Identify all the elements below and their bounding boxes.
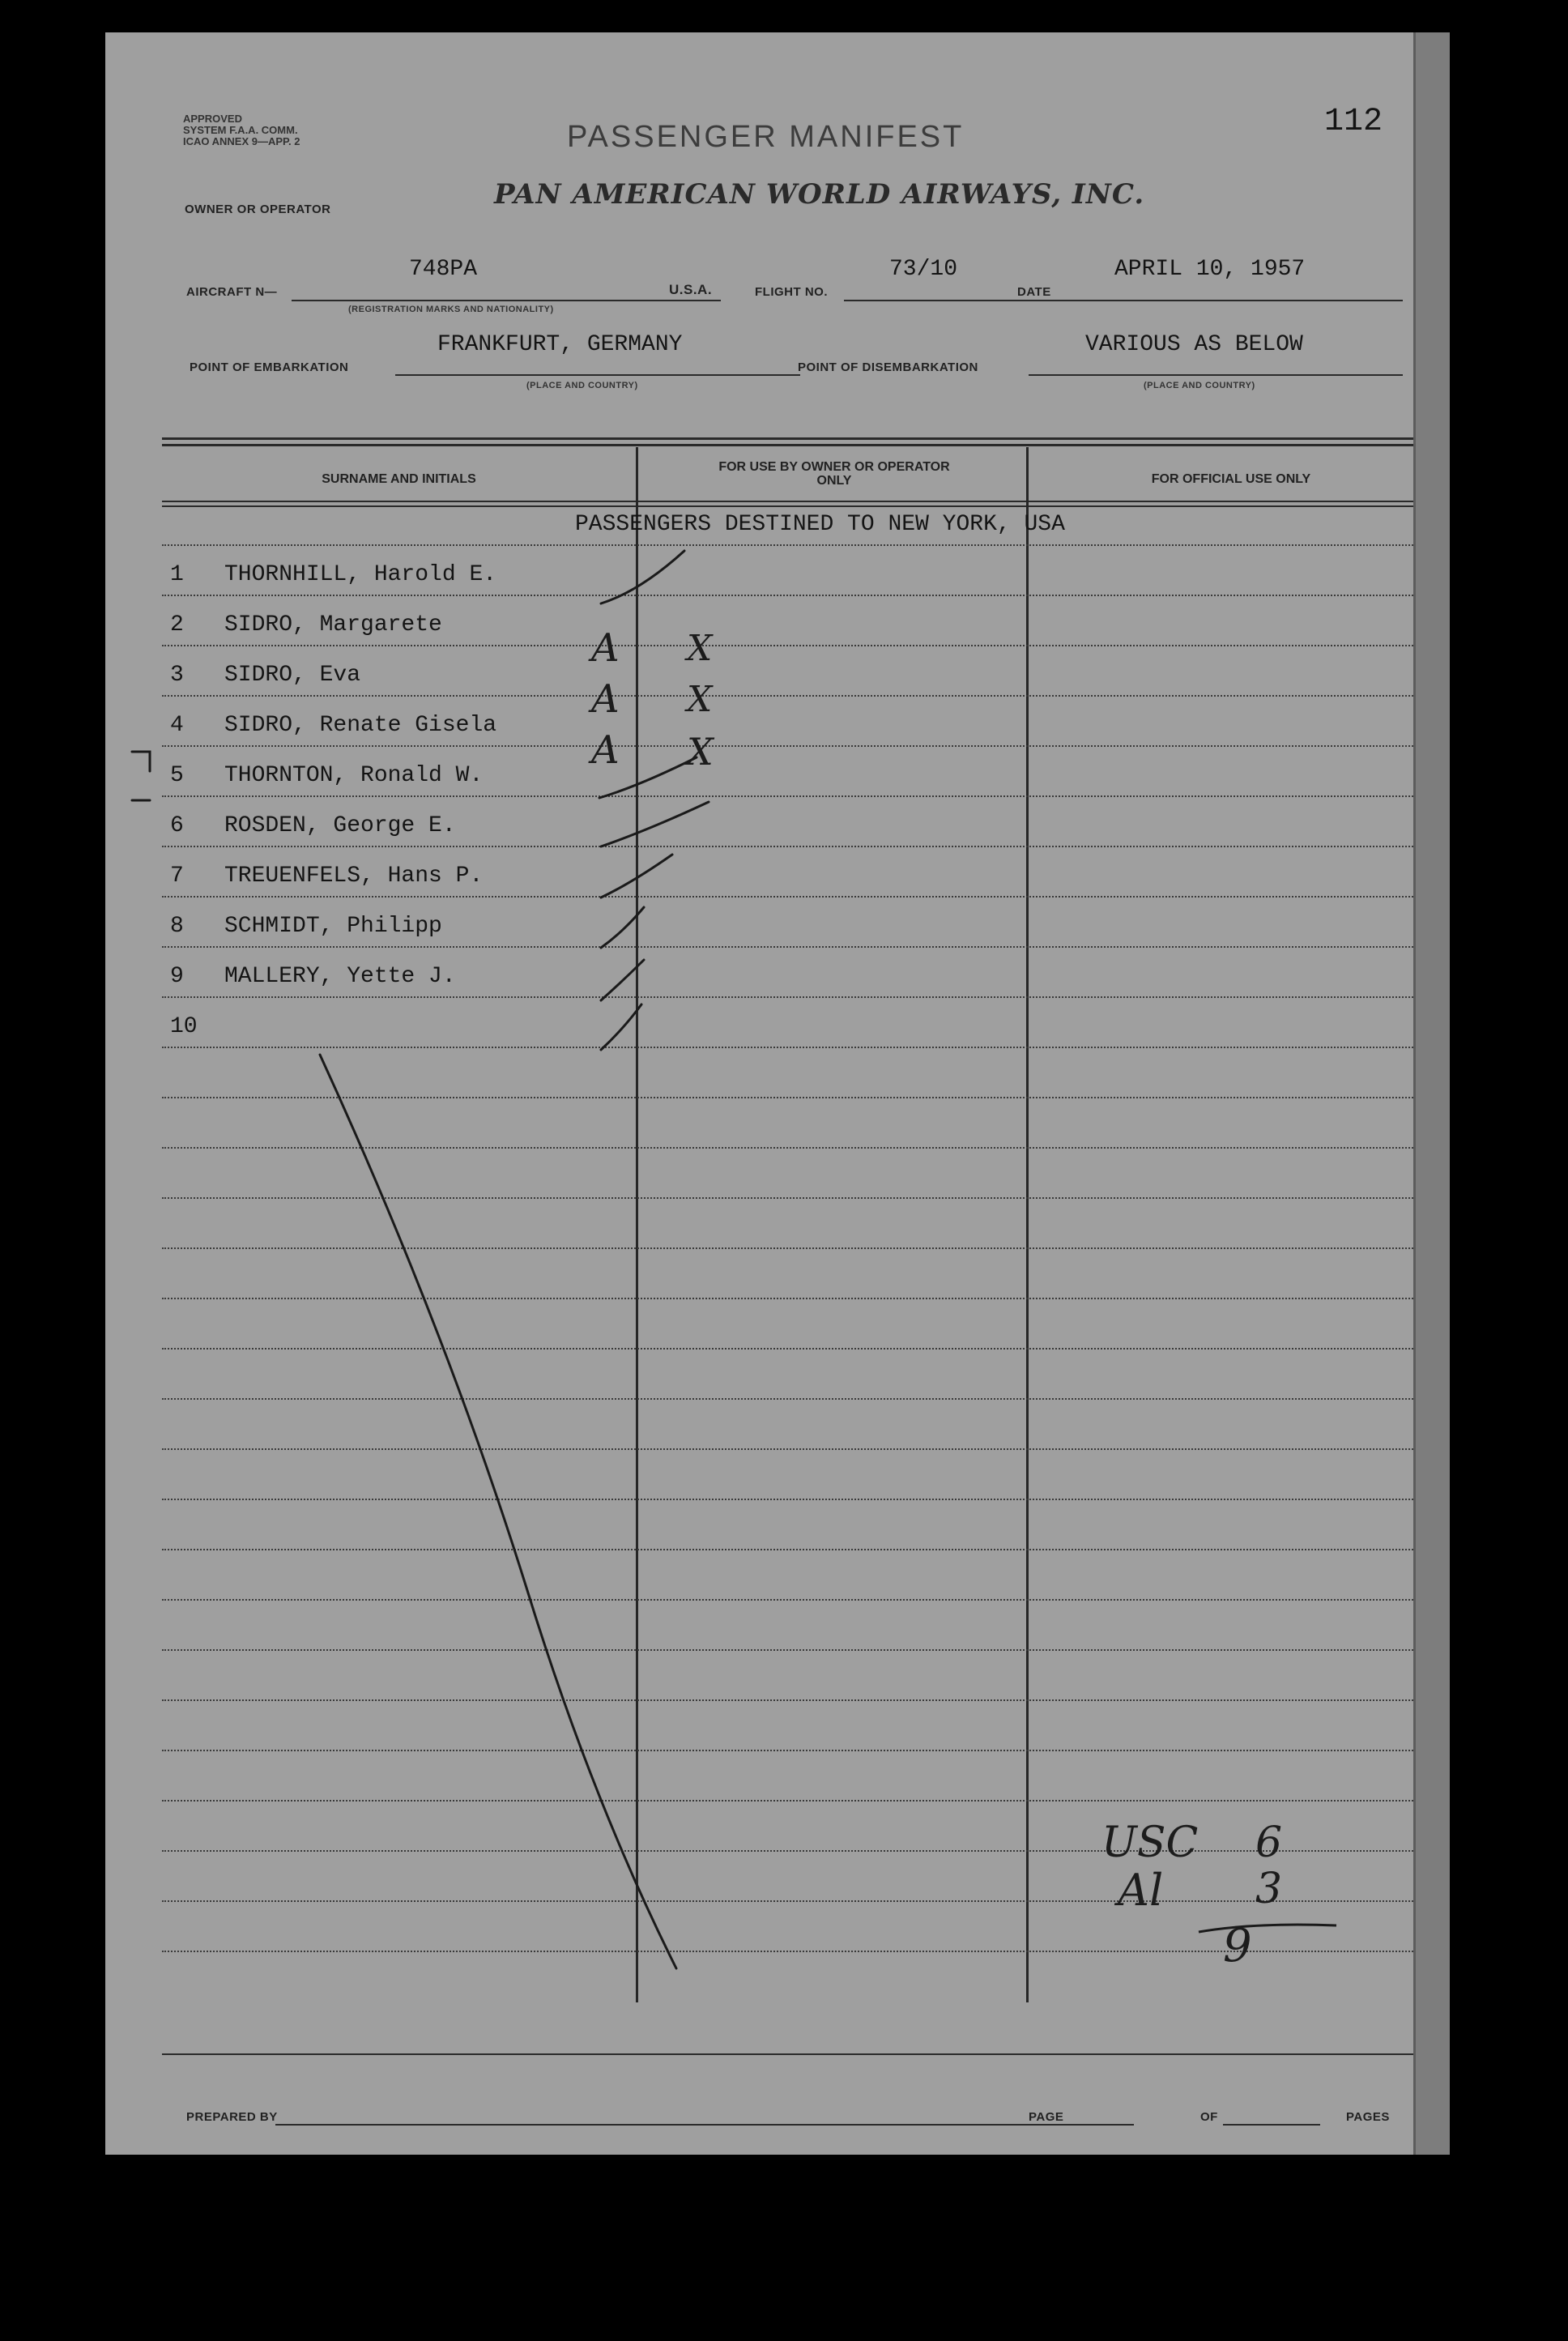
check-mark bbox=[601, 907, 644, 948]
passenger-name: TREUENFELS, Hans P. bbox=[224, 863, 484, 889]
embark-label: POINT OF EMBARKATION bbox=[190, 360, 349, 374]
aircraft-value: 748PA bbox=[409, 257, 478, 282]
operator-mark-a: A bbox=[591, 625, 620, 671]
of-line bbox=[1223, 2124, 1320, 2126]
of-label: OF bbox=[1200, 2110, 1218, 2124]
passenger-name: ROSDEN, George E. bbox=[224, 813, 456, 838]
passenger-name: SIDRO, Margarete bbox=[224, 612, 442, 637]
footer-rule bbox=[162, 2053, 1425, 2055]
check-mark bbox=[599, 757, 697, 798]
prepared-by-label: PREPARED BY bbox=[186, 2110, 278, 2124]
check-mark bbox=[601, 960, 644, 1000]
passenger-name: SIDRO, Renate Gisela bbox=[224, 713, 497, 738]
row-number: 5 bbox=[170, 763, 184, 788]
tally-code-2: Al bbox=[1118, 1865, 1164, 1916]
page-label: PAGE bbox=[1029, 2110, 1064, 2124]
check-mark bbox=[601, 855, 672, 898]
official-mark-x: X bbox=[687, 628, 713, 669]
disembark-caption: (PLACE AND COUNTRY) bbox=[1144, 381, 1255, 390]
embark-value: FRANKFURT, GERMANY bbox=[437, 332, 683, 357]
disembark-value: VARIOUS AS BELOW bbox=[1085, 332, 1303, 357]
flight-value: 73/10 bbox=[889, 257, 958, 282]
owner-value: PAN AMERICAN WORLD AIRWAYS, INC. bbox=[494, 178, 1145, 211]
owner-label: OWNER OR OPERATOR bbox=[185, 203, 331, 216]
passenger-name: THORNHILL, Harold E. bbox=[224, 562, 497, 587]
destination-note: PASSENGERS DESTINED TO NEW YORK, USA bbox=[575, 512, 1065, 537]
row-number: 8 bbox=[170, 914, 184, 939]
document-title: PASSENGER MANIFEST bbox=[567, 120, 965, 154]
check-mark bbox=[601, 1004, 641, 1050]
tally-total: 9 bbox=[1223, 1920, 1252, 1972]
col-header-surname: SURNAME AND INITIALS bbox=[322, 472, 476, 486]
page-number: 112 bbox=[1324, 104, 1383, 140]
col-header-official: FOR OFFICIAL USE ONLY bbox=[1151, 472, 1311, 486]
row-number: 6 bbox=[170, 813, 184, 838]
col-header-operator: FOR USE BY OWNER OR OPERATOR ONLY bbox=[718, 460, 950, 488]
tally-code-1: USC bbox=[1101, 1819, 1199, 1867]
usa-label: U.S.A. bbox=[669, 282, 713, 297]
manifest-page bbox=[105, 32, 1434, 2155]
date-value: APRIL 10, 1957 bbox=[1114, 257, 1306, 282]
embark-caption: (PLACE AND COUNTRY) bbox=[526, 381, 638, 390]
date-label: DATE bbox=[1017, 285, 1051, 299]
aircraft-label: AIRCRAFT N— bbox=[186, 285, 278, 299]
tally-underline bbox=[1191, 1916, 1353, 1940]
tally-count-1: 6 bbox=[1255, 1819, 1283, 1867]
row-number: 9 bbox=[170, 964, 184, 989]
flight-label: FLIGHT NO. bbox=[755, 285, 828, 299]
tally-count-2: 3 bbox=[1255, 1865, 1283, 1913]
row-number: 1 bbox=[170, 562, 184, 587]
pages-label: PAGES bbox=[1346, 2110, 1390, 2124]
cancel-line bbox=[320, 1055, 676, 1968]
aircraft-caption: (REGISTRATION MARKS AND NATIONALITY) bbox=[348, 305, 554, 314]
row-number: 4 bbox=[170, 713, 184, 738]
prepared-by-line bbox=[275, 2124, 1134, 2126]
handwritten-strokes bbox=[105, 32, 1434, 2155]
row-number: 7 bbox=[170, 863, 184, 889]
passenger-name: SCHMIDT, Philipp bbox=[224, 914, 442, 939]
passenger-name: SIDRO, Eva bbox=[224, 663, 361, 688]
operator-mark-a: A bbox=[591, 676, 620, 722]
official-mark-x: X bbox=[687, 679, 713, 720]
passenger-name: MALLERY, Yette J. bbox=[224, 964, 456, 989]
passenger-name: THORNTON, Ronald W. bbox=[224, 763, 484, 788]
check-mark bbox=[601, 551, 684, 603]
check-mark bbox=[601, 802, 709, 846]
row-number: 3 bbox=[170, 663, 184, 688]
approval-stamp: APPROVED SYSTEM F.A.A. COMM. ICAO ANNEX 9—APP. 2 bbox=[183, 113, 300, 147]
page-edge bbox=[1413, 32, 1450, 2155]
misc-stroke bbox=[132, 752, 150, 771]
row-number: 10 bbox=[170, 1014, 198, 1039]
row-number: 2 bbox=[170, 612, 184, 637]
official-mark-x: X bbox=[687, 730, 714, 774]
operator-mark-a: A bbox=[591, 727, 620, 773]
disembark-label: POINT OF DISEMBARKATION bbox=[798, 360, 978, 374]
